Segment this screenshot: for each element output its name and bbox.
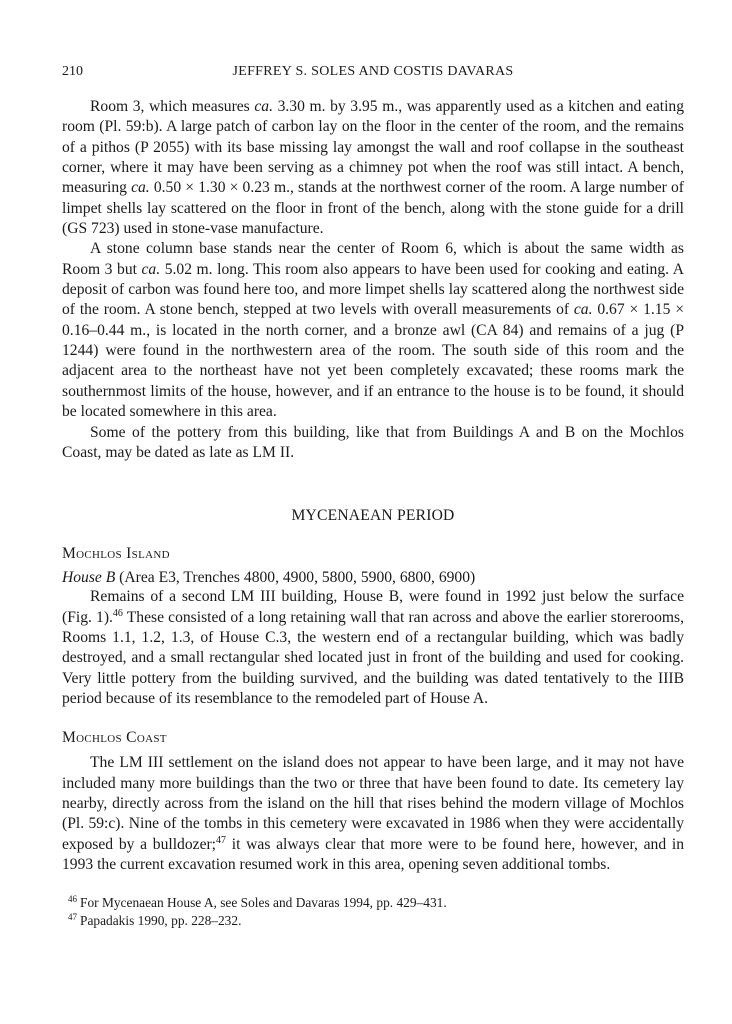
paragraph-mochlos-coast: The LM III settlement on the island does not appear to have been large, and it may not have included many more buildings than the two or three that have been found to date. Its cemetery lay nearby, directly across from the island on the hill that rises behind the modern village of Mochlos (Pl. 59:c). Nine of the tombs in this cemetery were excavated in 1986 when they were accidentally exposed by a bulldozer;$^{47}$ it was always clear that more were to be found here, however, and in 1993 the current excavation resumed work in this area, opening seven additional tombs.: [62, 754, 685, 873]
section-title: MYCENAEAN PERIOD: [291, 507, 455, 525]
footnote-46: $^{46}$ For Mycenaean House A, see Soles and Davaras 1994, pp. 429–431.: [68, 894, 447, 911]
footnote-ref-47: 47: [216, 834, 227, 846]
page-number: 210: [62, 64, 83, 79]
paragraph-room-3: Room 3, which measures ca. 3.30 m. by 3.95 m., was apparently used as a kitchen and eating room (Pl. 59:b). A large patch of carbon lay on the floor in the center of the room, and the remains of a pithos (P 2055) with its base missing lay amongst the wall and roof collapse in the southeast corner, where it may have been serving as a chimney pot when the roof was still intact. A bench, measuring ca. 0.50 × 1.30 × 0.23 m., stands at the northwest corner of the room. A large number of limpet shells lay scattered on the floor in front of the bench, along with the stone guide for a drill (GS 723) used in stone-vase manufacture.: [62, 98, 684, 238]
subheading-mochlos-coast: Mochlos Coast: [62, 729, 167, 747]
footnote-ref-46: 46: [112, 607, 123, 619]
paragraph-room-6: A stone column base stands near the center of Room 6, which is about the same width as Room 3 but ca. 5.02 m. long. This room also appears to have been used for cooking and eating. A deposit of carbon was found here too, and more limpet shells lay scattered along the northwest side of the room. A stone bench, stepped at two levels with overall measurements of ca. 0.67 × 1.15 × 0.16–0.44 m., is located in the north corner, and a bronze awl (CA 84) and remains of a jug (P 1244) were found in the northwestern area of the room. The south side of this room and the adjacent area to the northeast have not yet been completely excavated; these rooms mark the southernmost limits of the house, however, and if an entrance to the house is to be found, it should be located somewhere in this area.: [62, 240, 684, 421]
subheading-mochlos-island: Mochlos Island: [62, 545, 170, 563]
paragraph-pottery: Some of the pottery from this building, like that from Buildings A and B on the Mochlos Coast, may be dated as late as LM II.: [62, 423, 684, 461]
footnotes: [62, 894, 684, 930]
running-title: JEFFREY S. SOLES AND COSTIS DAVARAS: [232, 64, 514, 79]
page: [62, 64, 684, 930]
footnote-47: $^{47}$ Papadakis 1990, pp. 228–232.: [68, 912, 242, 929]
running-head: [62, 64, 684, 86]
house-b-label: House B: [62, 569, 116, 587]
subheading-house-b: [62, 569, 684, 587]
paragraph-house-b: Remains of a second LM III building, House B, were found in 1992 just below the surface (Fig. 1).$^{46}$ These consisted of a long retaining wall that ran across and above the earlier storerooms, Rooms 1.1, 1.2, 1.3, of House C.3, the western end of a rectangular building, which was badly destroyed, and a small rectangular shed located just in front of the building and used for cooking. Very little pottery from the building survived, and the building was dated tentatively to the IIIB period because of its resemblance to the remodeled part of House A.: [62, 588, 684, 707]
house-b-area: (Area E3, Trenches 4800, 4900, 5800, 5900, 6800, 6900): [115, 569, 476, 587]
